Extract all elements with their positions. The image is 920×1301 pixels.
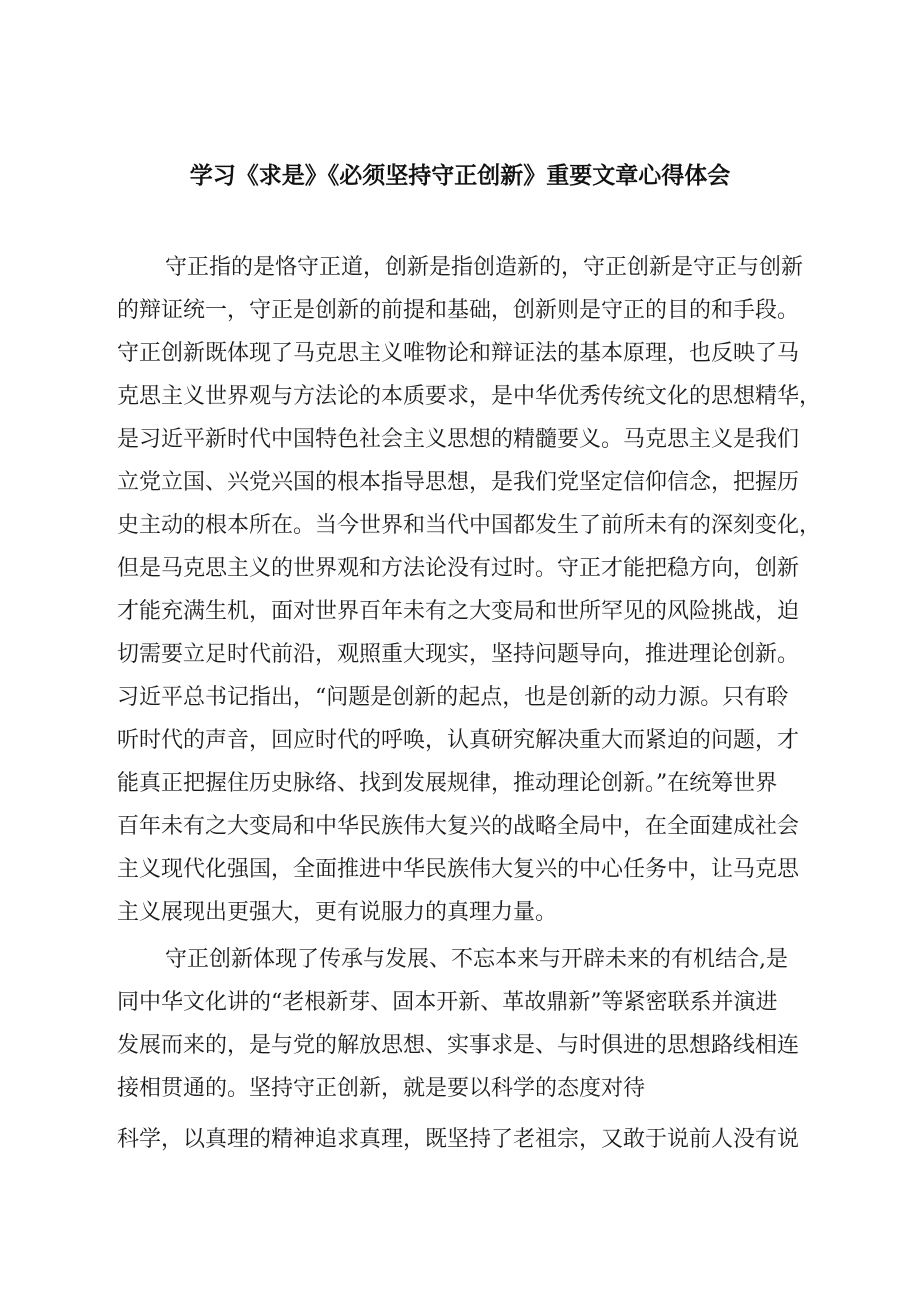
text-line: 史主动的根本所在。当今世界和当代中国都发生了前所未有的深刻变化， — [117, 513, 822, 538]
text-line: 科学，以真理的精神追求真理，既坚持了老祖宗，又敢于说前人没有说 — [117, 1127, 800, 1152]
text-line: 克思主义世界观与方法论的本质要求，是中华优秀传统文化的思想精华， — [117, 384, 822, 409]
text-line: 但是马克思主义的世界观和方法论没有过时。守正才能把稳方向，创新 — [117, 556, 800, 581]
document-title: 学习《求是》《必须坚持守正创新》重要文章心得体会 — [189, 163, 731, 189]
text-line: 是习近平新时代中国特色社会主义思想的精髓要义。马克思主义是我们 — [117, 427, 800, 452]
text-line: 立党立国、兴党兴国的根本指导思想，是我们党坚定信仰信念，把握历 — [117, 470, 800, 495]
text-line: 的辩证统一，守正是创新的前提和基础，创新则是守正的目的和手段。 — [117, 298, 800, 323]
text-line: 守正指的是恪守正道，创新是指创造新的，守正创新是守正与创新 — [165, 255, 804, 280]
text-line: 听时代的声音，回应时代的呼唤，认真研究解决重大而紧迫的问题，才 — [117, 728, 800, 753]
text-line: 主义展现出更强大，更有说服力的真理力量。 — [117, 900, 558, 925]
text-line: 能真正把握住历史脉络、找到发展规律，推动理论创新。”在统筹世界 — [117, 771, 778, 796]
text-line: 切需要立足时代前沿，观照重大现实，坚持问题导向，推进理论创新。 — [117, 642, 800, 667]
text-line: 发展而来的，是与党的解放思想、实事求是、与时俱进的思想路线相连 — [117, 1033, 800, 1058]
text-line: 守正创新体现了传承与发展、不忘本来与开辟未来的有机结合,是 — [165, 947, 788, 972]
text-line: 才能充满生机，面对世界百年未有之大变局和世所罕见的风险挑战，迫 — [117, 599, 800, 624]
text-line: 守正创新既体现了马克思主义唯物论和辩证法的基本原理，也反映了马 — [117, 341, 800, 366]
text-line: 主义现代化强国，全面推进中华民族伟大复兴的中心任务中，让马克思 — [117, 857, 800, 882]
text-line: 习近平总书记指出，“问题是创新的起点，也是创新的动力源。只有聆 — [117, 685, 789, 710]
text-line: 百年未有之大变局和中华民族伟大复兴的战略全局中，在全面建成社会 — [117, 814, 800, 839]
text-line: 接相贯通的。坚持守正创新，就是要以科学的态度对待 — [117, 1076, 646, 1101]
text-line: 同中华文化讲的“老根新芽、固本开新、革故鼎新”等紧密联系并演进 — [117, 990, 778, 1015]
